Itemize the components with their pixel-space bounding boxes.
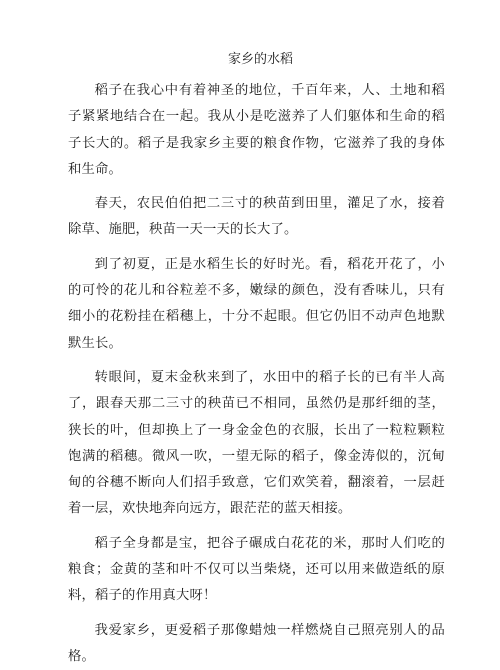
paragraph-3: 到了初夏，正是水稻生长的好时光。看，稻花开花了，小的可怜的花儿和谷粒差不多，嫩绿的颜色，没有香味儿，只有细小的花粉挂在稻穗上，十分不起眼。但它仍旧不动声色地默默生长。 [68,256,445,351]
paragraph-4: 转眼间，夏末金秋来到了，水田中的稻子长的已有半人高了，跟春天那二三寸的秧苗已不相同，虽然仍是那纤细的茎，狭长的叶，但却换上了一身金金色的衣服，长出了一粒粒颗粒饱满的稻穗。微风一吹，一望无际的稻子，像金涛似的，沉甸甸的谷穗不断向人们招手致意，它们欢笑着，翻滚着，一层赶着一层，欢快地奔向远方，跟茫茫的蓝天相接。 [68,369,445,517]
paragraph-5: 稻子全身都是宝，把谷子碾成白花花的米，那时人们吃的粮食；金黄的茎和叶不仅可以当柴烧，还可以用来做造纸的原料，稻子的作用真大呀！ [68,535,445,604]
paragraph-2: 春天，农民伯伯把二三寸的秧苗到田里，灌足了水，接着除草、施肥，秧苗一天一天的长大了。 [68,196,445,238]
paragraph-6: 我爱家乡，更爱稻子那像蜡烛一样燃烧自己照亮别人的品格。 [68,622,445,664]
document-title: 家乡的水稻 [227,52,293,67]
paragraph-1: 稻子在我心中有着神圣的地位，千百年来，人、土地和稻子紧紧地结合在一起。我从小是吃滋养了人们躯体和生命的稻子长大的。稻子是我家乡主要的粮食作物，它滋养了我的身体和生命。 [68,83,445,177]
